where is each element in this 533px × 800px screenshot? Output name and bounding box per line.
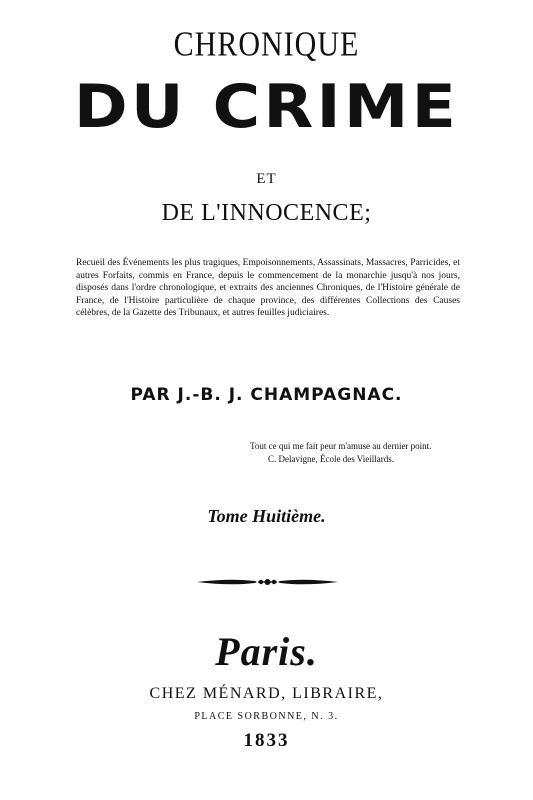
title-line-du-crime: DU CRIME [73,72,460,142]
title-line-et: ET [256,171,277,187]
author-line: PAR J.-B. J. CHAMPAGNAC. [130,385,403,405]
title-line-chronique: CHRONIQUE [173,25,360,64]
volume-label: Tome Huitième. [207,506,326,526]
imprint-address: PLACE SORBONNE, N. 3. [194,711,339,722]
imprint-publisher: CHEZ MÉNARD, LIBRAIRE, [149,685,384,702]
ornament-rule-icon [195,575,340,589]
imprint-city: Paris. [215,629,318,674]
epigraph [250,440,475,466]
title-line-innocence: DE L'INNOCENCE; [161,200,372,226]
epigraph-attribution: C. Delavigne, École des Vieillards. [268,454,395,464]
imprint-year: 1833 [243,730,290,751]
epigraph-quote: Tout ce qui me fait peur m'amuse au dernier point. [250,441,432,451]
subtitle-description: Recueil des Événements les plus tragiques, Empoisonnements, Assassinats, Massacres, Parricides, et autres Forfaits, commis en France, depuis le commencement de la monarchie jusqu'à nos jours, disposés dans l'ordre chronologique, et extraits des anciennes Chroniques, de l'Histoire générale de France, de l'Histoire particulière de chaque province, des différentes Collections des Causes célèbres, de la Gazette des Tribunaux, et autres feuilles judiciaires. [76,258,460,318]
